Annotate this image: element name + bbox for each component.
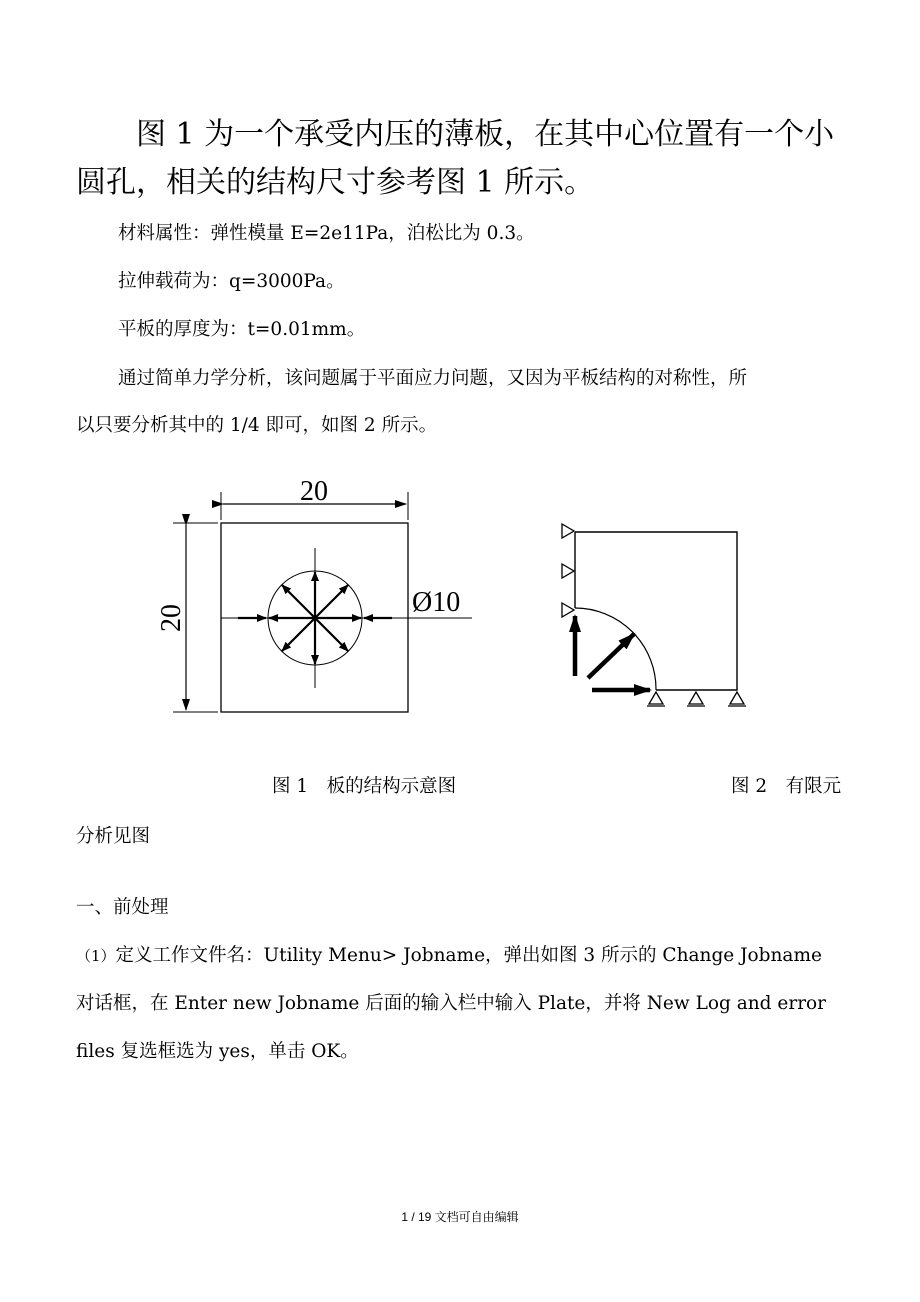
pressure-arrow <box>282 585 315 618</box>
height-dimension-label: 20 <box>156 604 187 632</box>
section-heading-preprocessing: 一、前处理 <box>76 897 169 918</box>
step-1-line-1 <box>76 944 822 968</box>
roller-support <box>649 692 663 704</box>
figure-2-caption-part-1: 图 2 有限元 <box>731 776 842 797</box>
thickness-description: 平板的厚度为：t=0.01mm。 <box>118 319 366 340</box>
step-1-text: 定义工作文件名：Utility Menu> Jobname，弹出如图 3 所示的 Change Jobname <box>115 945 822 966</box>
figures-canvas <box>0 460 920 760</box>
diameter-label: Ø10 <box>412 587 461 618</box>
page-footer: 1 / 19 文档可自由编辑 <box>401 1210 519 1224</box>
step-1-number: （1） <box>76 947 116 965</box>
figure-1-caption: 图 1 板的结构示意图 <box>272 776 457 797</box>
figure-2-quarter-model <box>562 524 746 706</box>
load-description: 拉伸载荷为：q=3000Pa。 <box>118 271 345 292</box>
left-roller-supports <box>562 524 574 617</box>
figure-1-plate-diagram <box>156 476 472 712</box>
roller-support <box>562 524 574 538</box>
pressure-arrow <box>315 618 348 651</box>
intro-line-2: 圆孔，相关的结构尺寸参考图 1 所示。 <box>76 165 595 200</box>
pressure-arrow <box>315 585 348 618</box>
pressure-arrow-diagonal <box>588 634 634 678</box>
intro-line-1: 图 1 为一个承受内压的薄板，在其中心位置有一个小 <box>136 117 835 152</box>
roller-support <box>562 603 574 617</box>
step-1-line-2: 对话框，在 Enter new Jobname 后面的输入栏中输入 Plate，并将 New Log and error <box>76 993 827 1014</box>
analysis-line-2: 以只要分析其中的 1/4 即可，如图 2 所示。 <box>76 415 438 436</box>
analysis-line-1: 通过简单力学分析，该问题属于平面应力问题，又因为平板结构的对称性，所 <box>118 368 748 389</box>
figure-2-caption-part-2: 分析见图 <box>76 826 151 847</box>
roller-support <box>689 692 703 704</box>
material-properties: 材料属性：弹性模量 E=2e11Pa，泊松比为 0.3。 <box>118 223 535 244</box>
width-dimension-label: 20 <box>300 476 328 507</box>
roller-support <box>730 692 744 704</box>
step-1-line-3: files 复选框选为 yes，单击 OK。 <box>76 1041 359 1062</box>
bottom-roller-supports <box>647 692 746 706</box>
quarter-pressure-arrows <box>575 616 650 690</box>
roller-support <box>562 564 574 578</box>
pressure-arrow <box>282 618 315 651</box>
pressure-arrows <box>238 572 392 664</box>
